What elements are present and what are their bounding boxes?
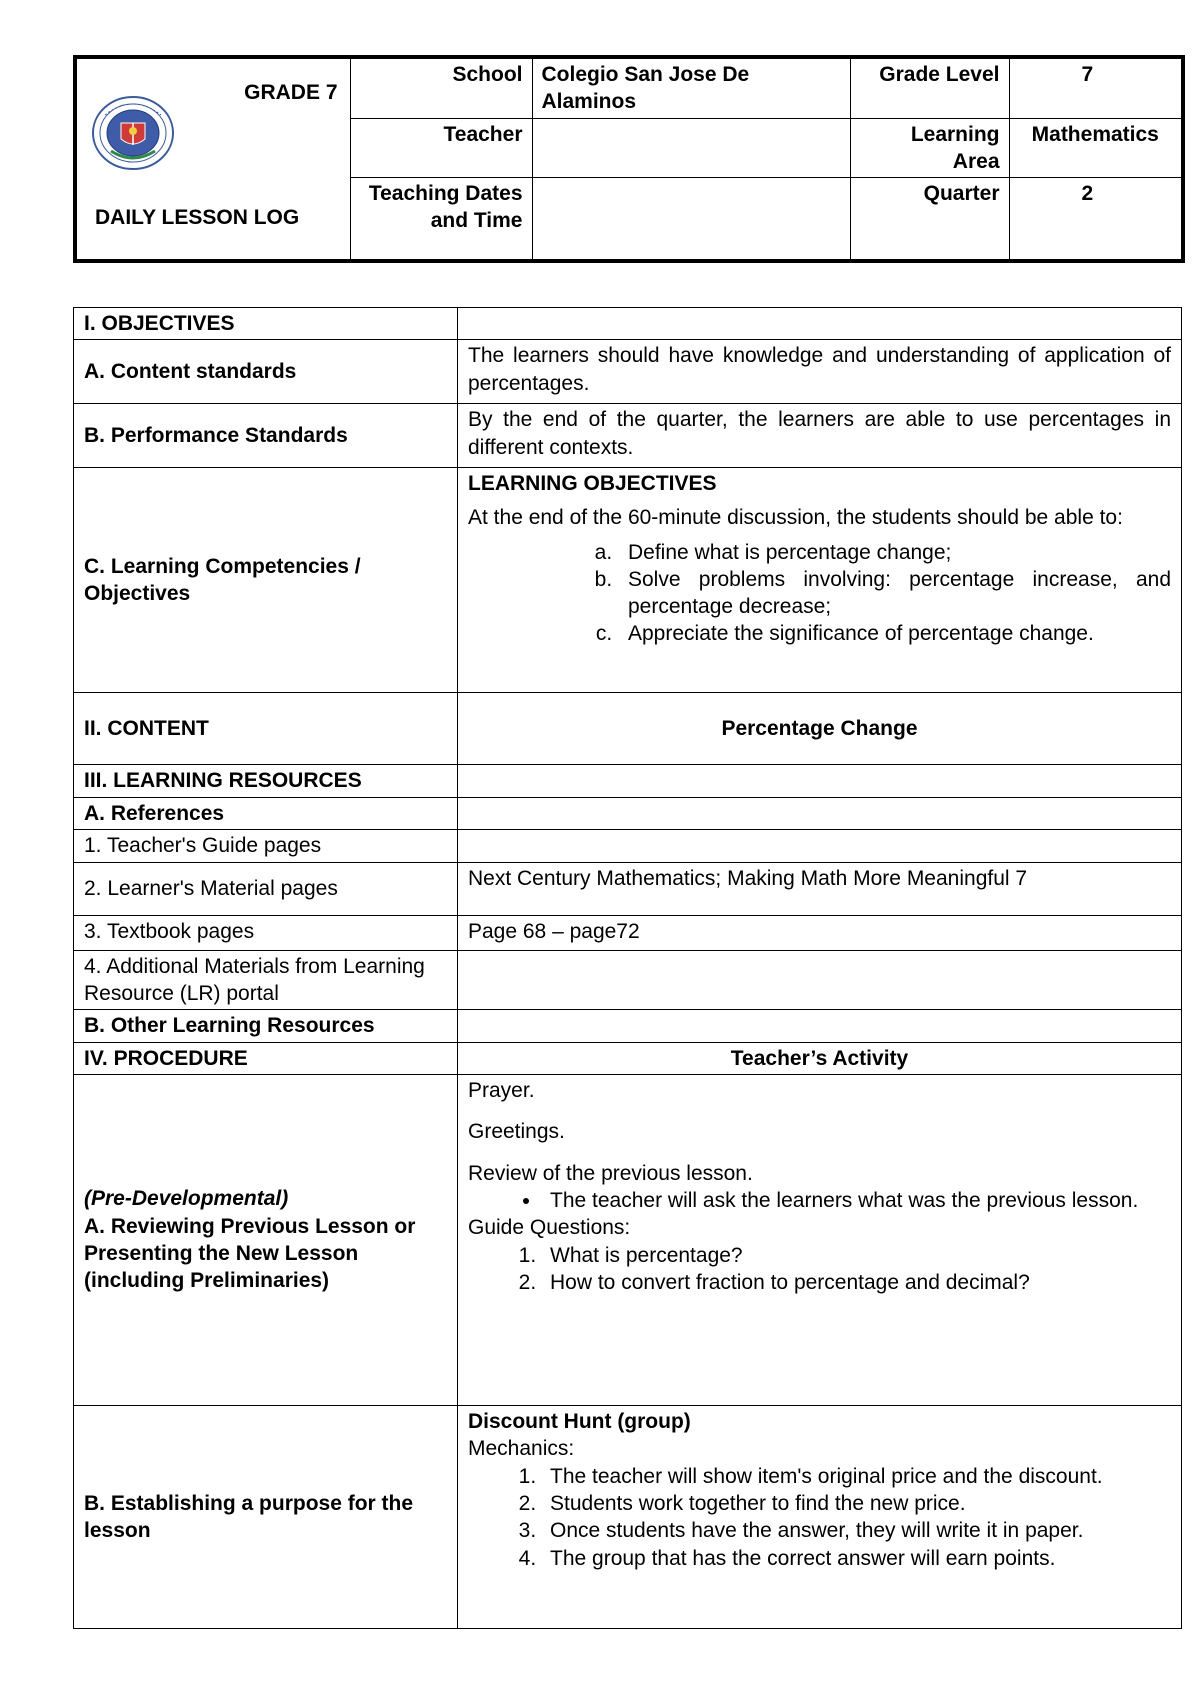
reviewing-lesson-activity [458, 1075, 1182, 1406]
guide-questions-label: Guide Questions: [468, 1216, 631, 1240]
grade-label: GRADE 7 [244, 81, 338, 104]
list-item: 1. What is percentage? [542, 1242, 1171, 1269]
list-item: • The teacher will ask the learners what was the previous lesson. [542, 1187, 1171, 1214]
quarter-label: Quarter [850, 178, 1009, 261]
prayer-text: Prayer. [468, 1079, 535, 1103]
lesson-log-table [73, 307, 1182, 1629]
textbook-pages-value: Page 68 – page72 [458, 915, 1182, 950]
teacher-value [532, 118, 850, 178]
other-resources-value [458, 1010, 1182, 1042]
references-value [458, 797, 1182, 829]
content-standards-label: A. Content standards [74, 340, 458, 404]
daily-lesson-log-title: DAILY LESSON LOG [95, 206, 300, 229]
reviewing-lesson-label-cell [74, 1075, 458, 1406]
list-item: 4. The group that has the correct answer will earn points. [542, 1545, 1171, 1572]
additional-materials-label: 4. Additional Materials from Learning Resource (LR) portal [74, 950, 458, 1010]
procedure-heading: IV. PROCEDURE [74, 1042, 458, 1074]
teachers-guide-value [458, 829, 1182, 862]
header-logo-cell [75, 57, 350, 261]
other-resources-label: B. Other Learning Resources [74, 1010, 458, 1042]
header-table [73, 55, 1185, 263]
objectives-heading: I. OBJECTIVES [74, 308, 458, 340]
learning-objectives-heading: LEARNING OBJECTIVES [468, 472, 717, 496]
mechanics-label: Mechanics: [468, 1437, 575, 1461]
school-value: Colegio San Jose De Alaminos [532, 57, 850, 118]
content-heading: II. CONTENT [74, 693, 458, 765]
review-text: Review of the previous lesson. [468, 1161, 753, 1185]
teaching-dates-value [532, 178, 850, 261]
content-topic: Percentage Change [458, 693, 1182, 765]
teacher-label: Teacher [350, 118, 532, 178]
mechanics-list [468, 1463, 1171, 1572]
teachers-guide-label: 1. Teacher's Guide pages [74, 829, 458, 862]
pre-developmental-label: (Pre-Developmental) [84, 1187, 289, 1211]
grade-level-value: 7 [1009, 57, 1183, 118]
teaching-dates-label: Teaching Dates and Time [350, 178, 532, 261]
greetings-text: Greetings. [468, 1120, 565, 1144]
deped-seal-icon [91, 95, 175, 171]
textbook-pages-label: 3. Textbook pages [74, 915, 458, 950]
establishing-purpose-label: B. Establishing a purpose for the lesson [74, 1406, 458, 1629]
list-item: a. Define what is percentage change; [618, 539, 1171, 566]
teachers-activity-heading: Teacher’s Activity [458, 1042, 1182, 1074]
learning-objectives-intro: At the end of the 60-minute discussion, the students should be able to: [468, 505, 1123, 529]
learners-material-label: 2. Learner's Material pages [74, 862, 458, 915]
reviewing-lesson-label: A. Reviewing Previous Lesson or Presenting the New Lesson (including Preliminaries) [84, 1214, 416, 1293]
learning-area-label: Learning Area [850, 118, 1009, 178]
list-item: 2. How to convert fraction to percentage and decimal? [542, 1269, 1171, 1296]
learners-material-value: Next Century Mathematics; Making Math More Meaningful 7 [458, 862, 1182, 915]
list-item: 3. Once students have the answer, they will write it in paper. [542, 1517, 1171, 1544]
list-item: 2. Students work together to find the new price. [542, 1490, 1171, 1517]
school-label: School [350, 57, 532, 118]
discount-hunt-title: Discount Hunt (group) [468, 1410, 691, 1434]
references-label: A. References [74, 797, 458, 829]
objectives-heading-value [458, 308, 1182, 340]
grade-level-label: Grade Level [850, 57, 1009, 118]
review-bullets [468, 1187, 1171, 1214]
learning-resources-heading: III. LEARNING RESOURCES [74, 765, 458, 797]
learning-area-value: Mathematics [1009, 118, 1183, 178]
learning-resources-value [458, 765, 1182, 797]
learning-objectives-list [468, 539, 1171, 648]
list-item: c. Appreciate the significance of percentage change. [618, 620, 1171, 647]
list-item: 1. The teacher will show item's original price and the discount. [542, 1463, 1171, 1490]
content-standards-value: The learners should have knowledge and understanding of application of percentages. [458, 340, 1182, 404]
learning-objectives-cell [458, 468, 1182, 693]
performance-standards-label: B. Performance Standards [74, 404, 458, 468]
guide-questions-list [468, 1242, 1171, 1297]
performance-standards-value: By the end of the quarter, the learners are able to use percentages in different contexts. [458, 404, 1182, 468]
establishing-purpose-activity [458, 1406, 1182, 1629]
quarter-value: 2 [1009, 178, 1183, 261]
learning-competencies-label: C. Learning Competencies / Objectives [74, 468, 458, 693]
list-item: b. Solve problems involving: percentage increase, and percentage decrease; [618, 566, 1171, 621]
additional-materials-value [458, 950, 1182, 1010]
